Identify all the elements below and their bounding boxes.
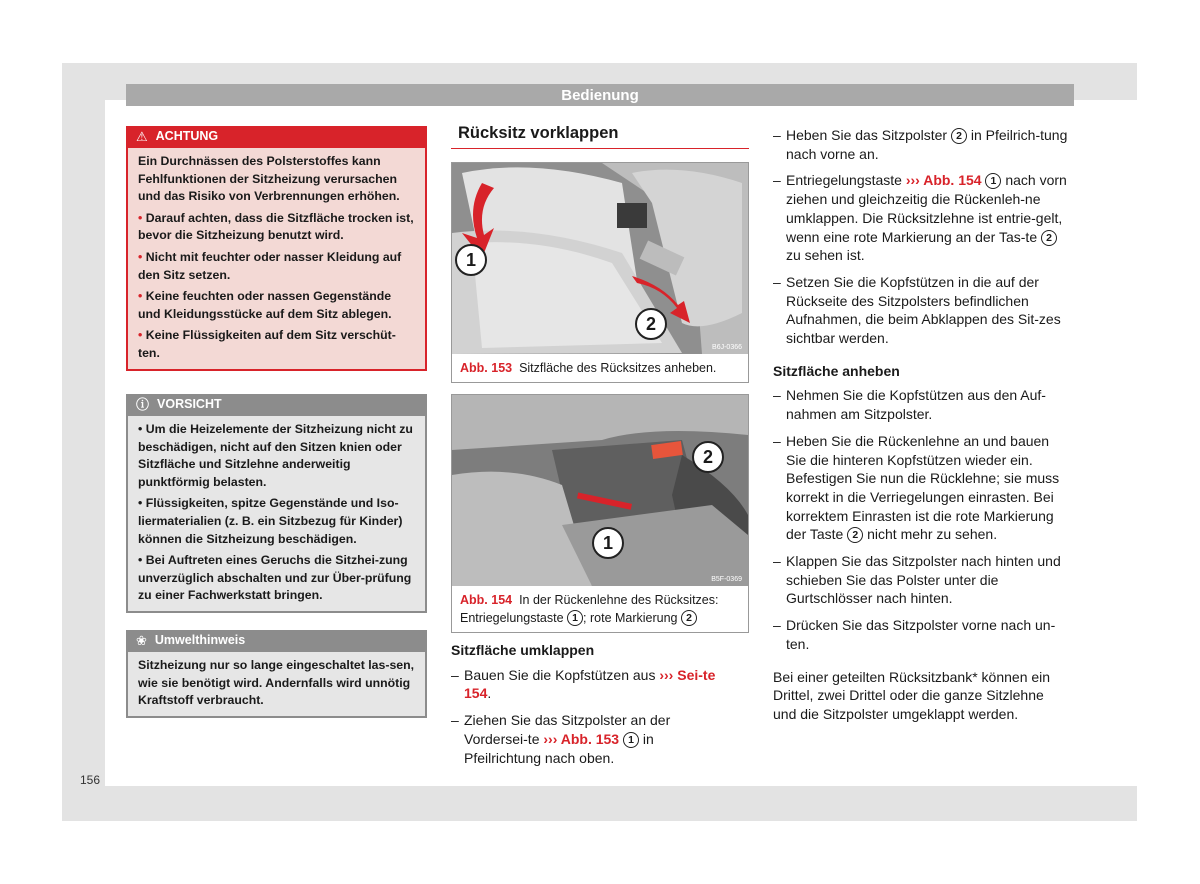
page-reference-link[interactable]: ››› Sei-te 154 [464,666,716,702]
instruction-item: – Heben Sie die Rückenlehne an und bauen Sie die hinteren Kopfstützen wieder ein. Befestigen Sie nun die Rücklehne; sie muss korrekt in die Verriegelungen einrasten. Bei korrektem Einrasten ist die rote Markierung der Taste 2 nicht mehr zu sehen. [773,432,1060,543]
figure-caption-text: ; rote Markierung [583,611,678,625]
environment-text: Sitzheizung nur so lange eingeschaltet las-sen, wie sie benötigt wird. Andernfalls wird unnötig Kraftstoff verbraucht. [138,658,415,708]
seat-cushion-illustration [452,163,748,354]
section-title: Rücksitz vorklappen [451,124,749,149]
instruction-item: – Drücken Sie das Sitzpolster vorne nach un-ten. [773,617,1056,652]
environment-box [126,630,427,718]
caution-box-header [126,394,427,416]
callout-2: 2 [635,308,667,340]
page-header: Bedienung [126,84,1074,106]
figure-code: B6J-0366 [712,344,742,351]
figure-code: B5F-0369 [711,576,742,583]
warning-title: ACHTUNG [155,129,219,144]
callout-number: 1 [623,732,639,748]
callout-1: 1 [455,244,487,276]
instruction-item: – Nehmen Sie die Kopfstützen aus den Auf-nahmen am Sitzpolster. [773,387,1046,423]
callout-number: 2 [951,128,967,144]
backrest-illustration [452,395,748,586]
callout-number: 1 [985,173,1001,189]
figure-caption [452,586,748,632]
instruction-item: – Entriegelungstaste ››› Abb. 154 1 nach vorn ziehen und gleichzeitig die Rückenleh-ne umklappen. Die Rücksitzlehne ist entrie-gelt, wenn eine rote Markierung an der Tas-te 2 zu sehen ist. [773,172,1067,264]
fold-seat-section [451,641,726,775]
callout-1: 1 [592,527,624,559]
instruction-item: – Heben Sie das Sitzpolster 2 in Pfeilrich-tung nach vorne an. [773,127,1068,162]
warning-triangle-icon: ⚠ [136,129,148,145]
warning-bullet: • Darauf achten, dass die Sitzfläche trocken ist, bevor die Sitzheizung benutzt wird. [138,210,414,243]
info-circle-icon: ⓘ [136,397,150,413]
figure-caption-text: In der Rückenlehne des Rücksitzes: [519,593,719,607]
figure-caption [452,354,748,382]
callout-number: 2 [847,527,863,543]
warning-intro: Ein Durchnässen des Polsterstoffes kann Fehlfunktionen der Sitzheizung verursachen und das Risiko von Verbrennungen erhöhen. [138,154,400,204]
callout-number: 2 [1041,230,1057,246]
warning-box-body [126,148,427,371]
flower-icon: ❀ [136,633,147,649]
figure-label: Abb. 153 [460,361,513,375]
warning-bullet: • Nicht mit feuchter oder nasser Kleidung auf den Sitz setzen. [138,249,402,282]
warning-box [126,126,427,371]
environment-title: Umwelthinweis [154,633,246,648]
caution-box [126,394,427,613]
figure-153 [451,162,749,383]
caution-box-body [126,416,427,613]
figure-caption-text: Entriegelungstaste [460,611,564,625]
right-column [773,126,1071,724]
environment-box-header [126,630,427,652]
subsection-title: Sitzfläche umklappen [451,642,595,658]
figure-label: Abb. 154 [460,593,513,607]
warning-bullet: • Keine Flüssigkeiten auf dem Sitz verschüt-ten. [138,328,396,360]
warning-bullet: • Keine feuchten oder nassen Gegenstände und Kleidungsstücke auf dem Sitz ablegen. [138,289,392,321]
warning-box-header [126,126,427,148]
figure-reference-link[interactable]: ››› Abb. 153 [543,730,620,747]
callout-2: 2 [692,441,724,473]
closing-paragraph: Bei einer geteilten Rücksitzbank* können ein Drittel, zwei Drittel oder die ganze Sitzlehne und die Sitzpolster umgeklappt werden. [773,668,1051,722]
caution-bullet: • Bei Auftreten eines Geruchs die Sitzhei-zung unverzüglich abschalten und zur Über-prüfung zu einer Fachwerkstatt bringen. [138,553,412,603]
environment-box-body [126,652,427,718]
instruction-item: – Bauen Sie die Kopfstützen aus ››› Sei-te 154. [451,666,716,702]
subsection-title: Sitzfläche anheben [773,362,900,379]
figure-154 [451,394,749,633]
caution-title: VORSICHT [157,397,222,412]
instruction-item: – Setzen Sie die Kopfstützen in die auf der Rückseite des Sitzpolsters befindlichen Aufnahmen, die beim Abklappen des Sit-zes sichtbar werden. [773,273,1061,347]
callout-number: 2 [681,610,697,626]
callout-number: 1 [567,610,583,626]
instruction-item: – Ziehen Sie das Sitzpolster an der Vordersei-te ››› Abb. 153 1 in Pfeilrichtung nach oben. [451,712,671,766]
instruction-item: – Klappen Sie das Sitzpolster nach hinten und schieben Sie das Polster unter die Gurtschlösser nach hinten. [773,553,1061,607]
figure-caption-text: Sitzfläche des Rücksitzes anheben. [519,361,717,375]
caution-bullet: • Flüssigkeiten, spitze Gegenstände und Iso-liermaterialien (z. B. ein Sitzbezug für Kinder) können die Sitzheizung beschädigen. [138,496,403,546]
caution-bullet: • Um die Heizelemente der Sitzheizung nicht zu beschädigen, nicht auf den Sitzen knien oder Sitzfläche und Sitzlehne anderweitig punktförmig belasten. [138,422,413,489]
page-number: 156 [80,773,101,787]
figure-reference-link[interactable]: ››› Abb. 154 [905,172,982,189]
